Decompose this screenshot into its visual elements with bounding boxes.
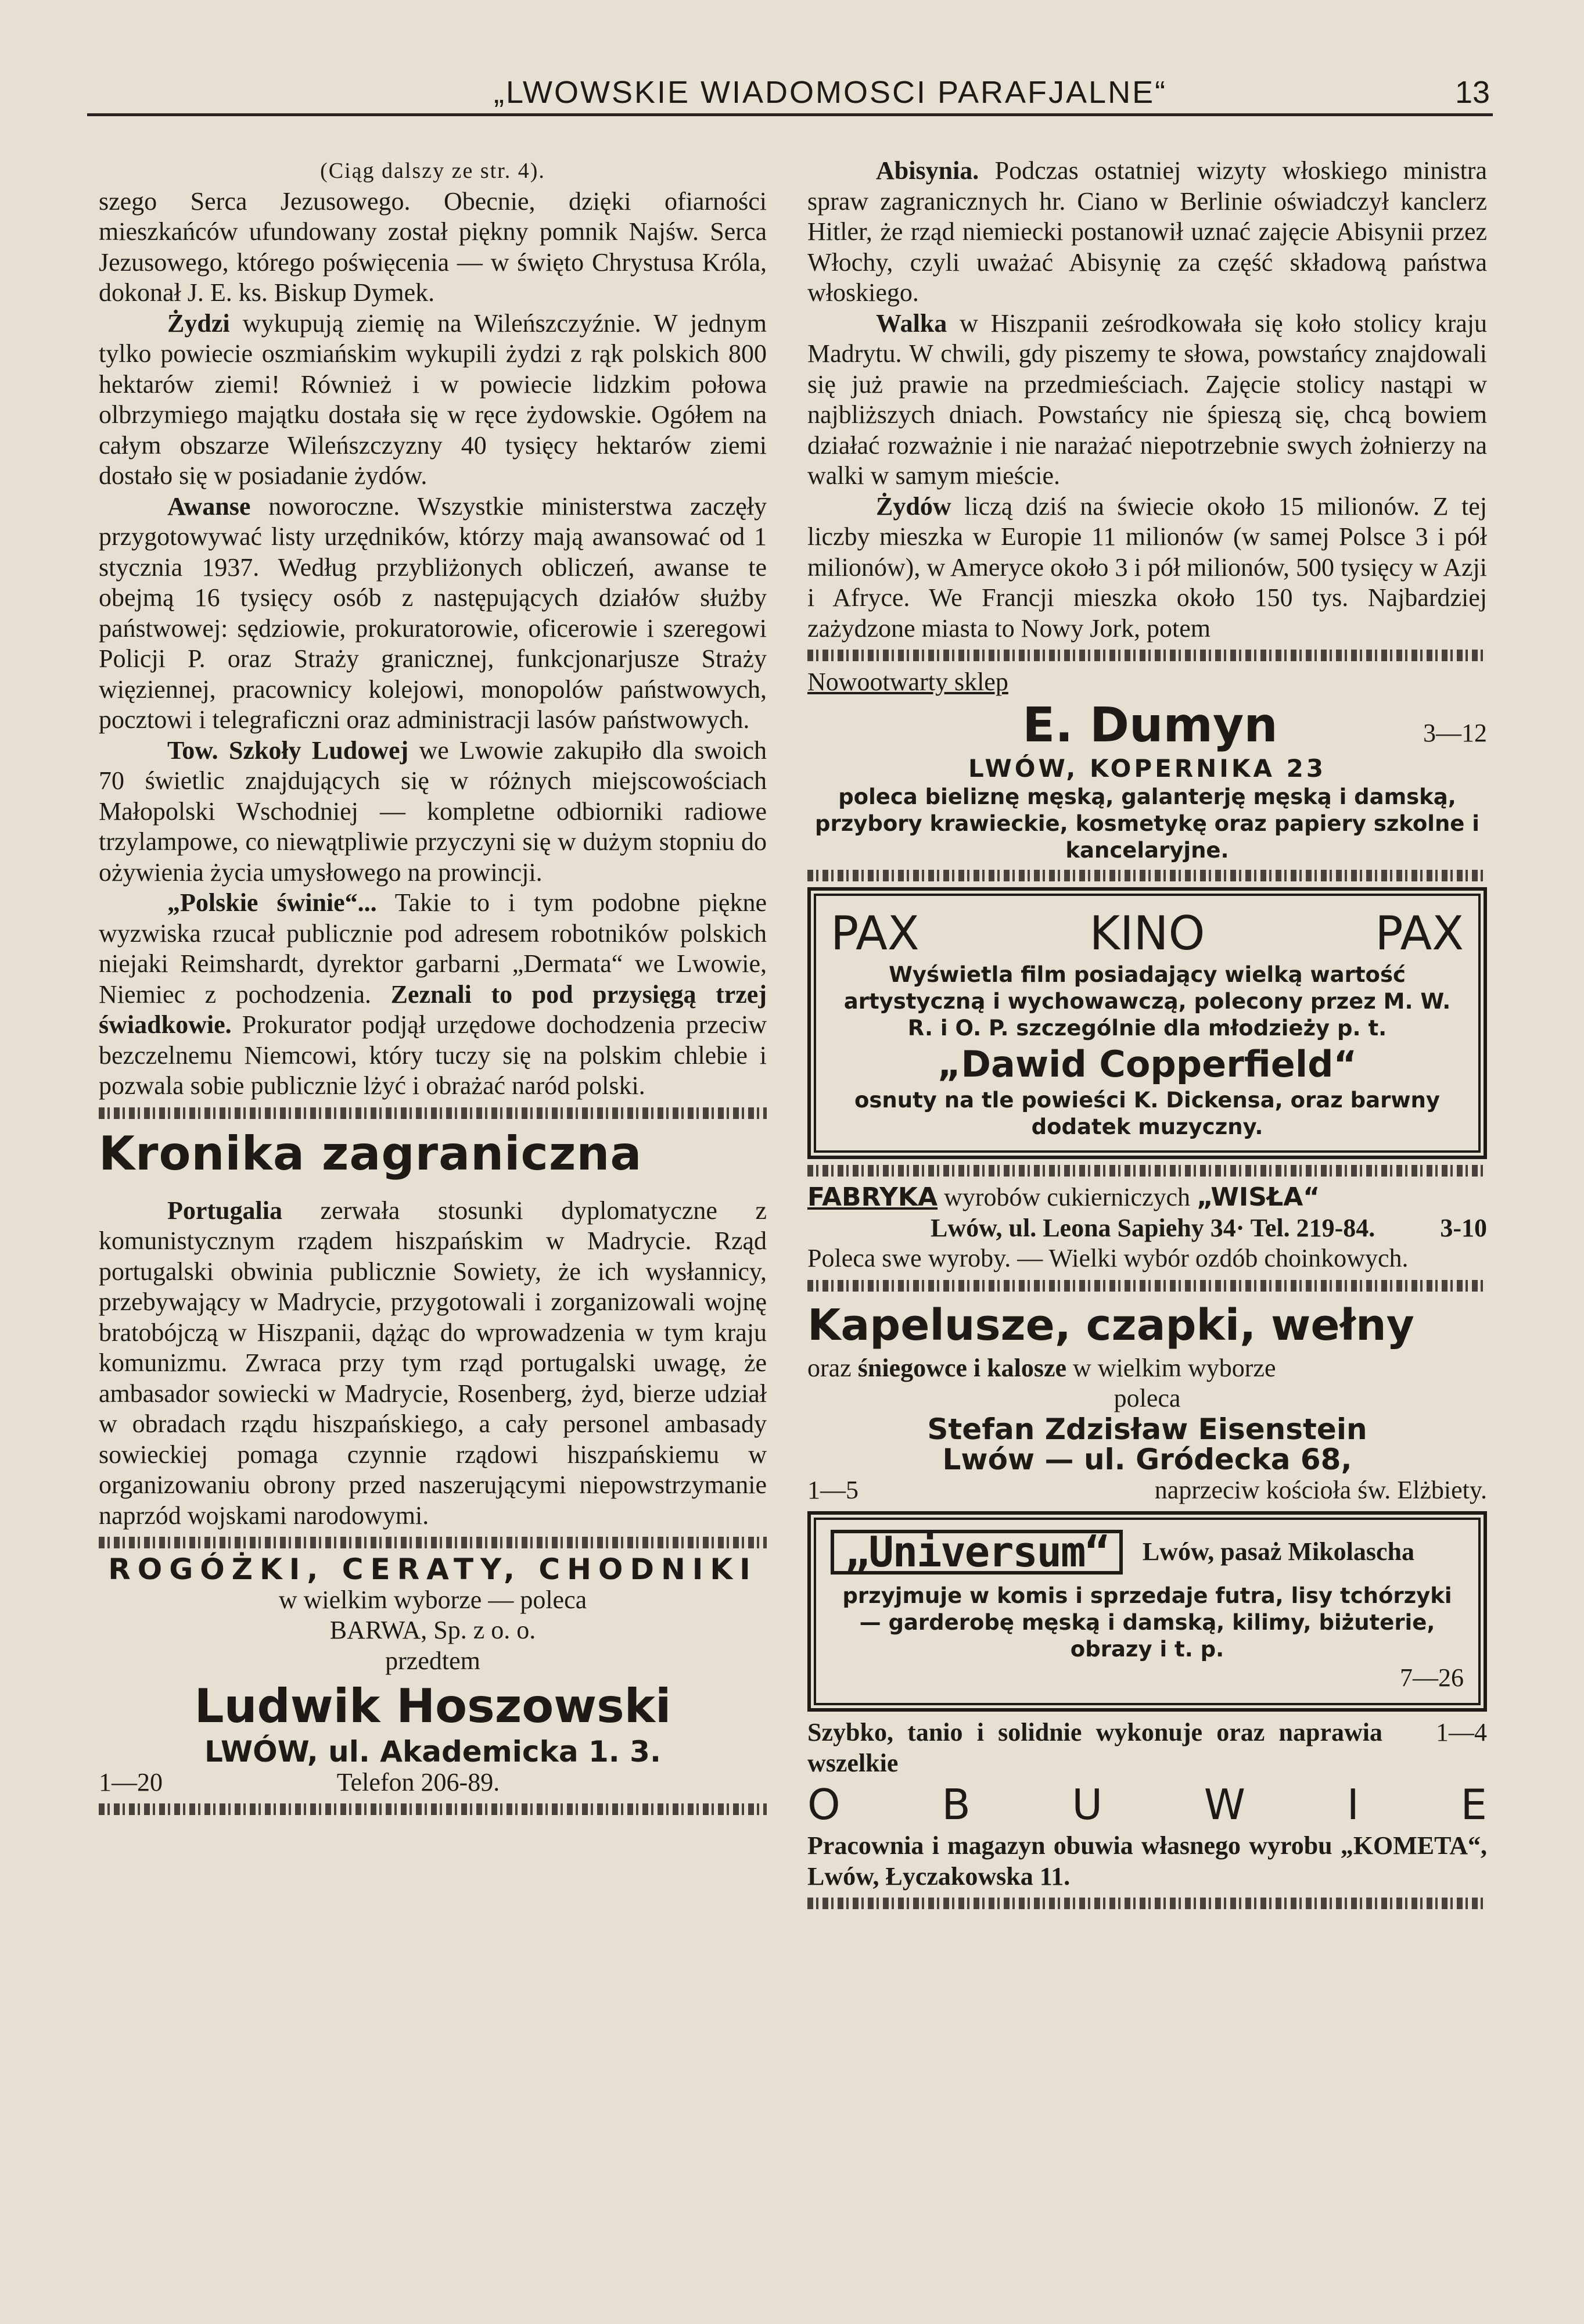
ad-kino-header: [831, 906, 1464, 962]
ad-obuwie: [807, 1717, 1487, 1892]
ad-store-name: E. Dumyn: [1022, 697, 1278, 753]
article-polskie-swinie: „Polskie świnie“... Takie to i tym podobne piękne wyzwiska rzucał publicznie pod adresem robotników polskich niejaki Reimshardt, dyrektor garbarni „Dermata“ we Lwowie, Niemiec z pochodzenia. Zeznali to pod przysięgą trzej świadkowie. Prokurator podjął urzędowe dochodzenia przeciw bezczelnemu Niemcowi, który tuczy się na polskim chlebie i pozwala sobie publicznie lżyć i obrażać naród polski.: [99, 888, 767, 1100]
ad-wisla: [807, 1182, 1487, 1274]
ad-address: Lwów, ul. Leona Sapiehy 34· Tel. 219-84.: [931, 1213, 1375, 1242]
ad-address: Lwów, pasaż Mikolascha: [1142, 1537, 1414, 1566]
ad-text: osnuty na tle powieści K. Dickensa, oraz barwny dodatek muzyczny.: [854, 1088, 1441, 1139]
ad-kino-right: PAX: [1375, 906, 1464, 960]
ornament-divider: [99, 1537, 767, 1548]
ad-note: naprzeciw kościoła św. Elżbiety.: [1154, 1475, 1487, 1504]
ad-universum: [807, 1511, 1487, 1712]
article-title: Walka: [876, 309, 947, 338]
ad-line: przedtem: [385, 1646, 480, 1675]
ad-headline: ROGÓŻKI, CERATY, CHODNIKI: [108, 1552, 757, 1586]
article-title: Żydów: [876, 492, 951, 521]
universum-logo: „Universum“: [831, 1530, 1123, 1575]
ad-headline: Kapelusze, czapki, wełny: [807, 1300, 1414, 1350]
ad-kino-center: KINO: [1089, 906, 1205, 960]
article-portugalia: Portugalia zerwała stosunki dyplomatyczne z komunistycznym rządem hiszpańskim w Madrycie. Rząd portugalski obwinia publicznie Sowiety, że ich wysłannicy, przebywający w Madrycie, przygotowali i zorganizowali wojnę bratobójczą w Hiszpanii, dążąc do wprowadzenia w tym kraju komunizmu. Zwraca przy tym rząd portugalski uwagę, że ambasador sowiecki w Madrycie, Rosenberg, żyd, bierze udział w obradach rządu hiszpańskiego, a cały personel ambasady sowieckiej pomaga czynnie rządowi hiszpańskiemu w organizowaniu obrony przed naszerującymi niepowstrzymanie naprzód wojskami narodowymi.: [99, 1196, 767, 1530]
ad-code: 1—20: [99, 1767, 163, 1796]
ad-company: BARWA, Sp. z o. o.: [329, 1616, 536, 1644]
ad-film-title: „Dawid Copperfield“: [937, 1043, 1357, 1085]
ad-heading: Nowootwarty sklep: [807, 668, 1008, 696]
ad-code: 3-10: [1440, 1213, 1487, 1242]
ornament-divider: [99, 1803, 767, 1815]
article-zydow: Żydów liczą dziś na świecie około 15 milionów. Z tej liczby mieszka w Europie 11 milionów (w samej Polsce 3 i pół milionów), w Ameryce około 3 i pół milionów, 500 tysięcy w Azji i Afryce. We Francji mieszka około 150 tys. Najbardziej zażydzone miasta to Nowy Jork, potem: [807, 492, 1487, 643]
ad-address: LWÓW, KOPERNIKA 23: [968, 754, 1327, 783]
ad-address: Lwów — ul. Gródecka 68,: [942, 1443, 1352, 1476]
right-column: [807, 156, 1487, 1915]
ad-address-row: [807, 1213, 1487, 1244]
ad-owner-name: Ludwik Hoszowski: [194, 1679, 671, 1733]
ad-kino-left: PAX: [831, 906, 919, 960]
ornament-divider: [99, 1107, 767, 1119]
ad-line: Szybko, tanio i solidnie wykonuje oraz naprawia wszelkie: [807, 1718, 1382, 1777]
article-title: Portugalia: [167, 1196, 282, 1225]
header-rule: [87, 113, 1493, 116]
ad-name-row: [807, 698, 1487, 754]
ad-text: przyjmuje w komis i sprzedaje futra, lisy tchórzyki — garderobę męską i damską, kilimy, biżuterie, obrazy i t. p.: [842, 1583, 1452, 1662]
article-title: Abisynia.: [876, 156, 979, 185]
ad-code: 1—5: [807, 1475, 859, 1504]
continued-note: (Ciąg dalszy ze str. 4).: [320, 159, 545, 183]
article-title: Tow. Szkoły Ludowej: [167, 736, 409, 765]
ad-line: w wielkim wyborze — poleca: [278, 1585, 587, 1614]
ornament-divider: [807, 1280, 1487, 1292]
ad-code: 1—4: [1436, 1718, 1487, 1746]
ad-wisla-head: FABRYKA wyrobów cukierniczych „WISŁA“: [807, 1182, 1320, 1212]
ornament-divider: [807, 1165, 1487, 1177]
ad-text: Poleca swe wyroby. — Wielki wybór ozdób choinkowych.: [807, 1244, 1409, 1272]
left-column: [99, 156, 767, 1821]
article-title: Żydzi: [167, 309, 230, 338]
ad-address: LWÓW, ul. Akademicka 1. 3.: [204, 1735, 661, 1769]
ad-text: poleca bieliznę męską, galanterję męską i damską, przybory krawieckie, kosmetykę oraz papiery szkolne i kancelaryjne.: [815, 784, 1479, 863]
ornament-divider: [807, 1898, 1487, 1909]
ornament-divider: [807, 870, 1487, 881]
running-title: „LWOWSKIE WIADOMOSCI PARAFJALNE“: [494, 75, 1168, 110]
ad-line: oraz śniegowce i kalosze w wielkim wyborze: [807, 1353, 1276, 1382]
ad-barwa: [99, 1554, 767, 1798]
ad-kapelusze: [807, 1297, 1487, 1506]
ad-obuwie-word: O B U W I E: [807, 1780, 1487, 1829]
article-zydzi: Żydzi wykupują ziemię na Wileńszczyźnie. W jednym tylko powiecie oszmiańskim wykupili żydzi z rąk polskich 800 hektarów ziemi! Również i w powiecie lidzkim połowa olbrzymiego majątku dostała się w ręce żydowskie. Ogółem na całym obszarze Wileńszczyzny 40 tysięcy hektarów ziemi dostało się w posiadanie żydów.: [99, 309, 767, 490]
article-title: „Polskie świnie“...: [167, 888, 377, 917]
ad-dumyn: [807, 667, 1487, 864]
ad-code: 7—26: [1400, 1663, 1464, 1692]
article-abisynia: Abisynia. Podczas ostatniej wizyty włoskiego ministra spraw zagranicznych hr. Ciano w Berlinie oświadczył kanclerz Hitler, że rząd niemiecki postanowił uznać zajęcie Abisynii przez Włochy, czyli uważać Abisynię za część składową państwa włoskiego.: [807, 156, 1487, 307]
ad-phone: Telefon 206-89.: [336, 1767, 500, 1796]
ad-footer: [99, 1767, 767, 1798]
ad-footer: [807, 1475, 1487, 1506]
ad-text: Pracownia i magazyn obuwia własnego wyrobu „KOMETA“, Lwów, Łyczakowska 11.: [807, 1831, 1487, 1891]
article-walka: Walka w Hiszpanii ześrodkowała się koło stolicy kraju Madrytu. W chwili, gdy piszemy te słowa, powstańcy znajdowali się już prawie na przedmieściach. Zajęcie stolicy nastąpi w najbliższych dniach. Powstańcy nie śpieszą się, chcą bowiem działać rozważnie i nie narażać niepotrzebnie swych żołnierzy na walki w samym mieście.: [807, 309, 1487, 490]
ornament-divider: [807, 650, 1487, 661]
article-title: Awanse: [167, 492, 251, 521]
ad-owner-name: Stefan Zdzisław Eisenstein: [927, 1412, 1367, 1446]
ad-line: poleca: [1114, 1384, 1181, 1412]
ad-text: Wyświetla film posiadający wielką wartość artystyczną i wychowawczą, polecony przez M. W. R. i O. P. szczególnie dla młodzieży p. t.: [843, 962, 1451, 1041]
page-number: 13: [1455, 75, 1490, 110]
article-serce-jezusowe: szego Serca Jezusowego. Obecnie, dzięki ofiarności mieszkańców ufundowany został piękny pomnik Najśw. Serca Jezusowego, którego poświęcenia — w święto Chrystusa Króla, dokonał J. E. ks. Biskup Dymek.: [99, 187, 767, 307]
section-title-kronika: Kronika zagraniczna: [99, 1126, 642, 1181]
article-awanse: Awanse noworoczne. Wszystkie ministerstwa zaczęły przygotowywać listy urzędników, którzy mają awansować od 1 stycznia 1937. Według przybliżonych obliczeń, awanse te obejmą 16 tysięcy osób z następujących działów służby państwowej: sędziowie, prokuratorowie, oficerowie i szeregowi Policji P. oraz Straży granicznej, funkcjonarjusze Straży więziennej, pracownicy kolejowi, monopolów państwowych, pocztowi i telegraficzni oraz administracji lasów państwowych.: [99, 492, 767, 734]
ad-code: 3—12: [1423, 718, 1487, 747]
article-tsl: Tow. Szkoły Ludowej we Lwowie zakupiło dla swoich 70 świetlic znajdujących się w różnych miejscowościach Małopolski Wschodniej — kompletne odbiorniki radiowe trzylampowe, co niewątpliwie przyczyni się w dużym stopniu do ożywienia życia umysłowego na prowincji.: [99, 736, 767, 887]
ad-kino-pax: [807, 887, 1487, 1159]
